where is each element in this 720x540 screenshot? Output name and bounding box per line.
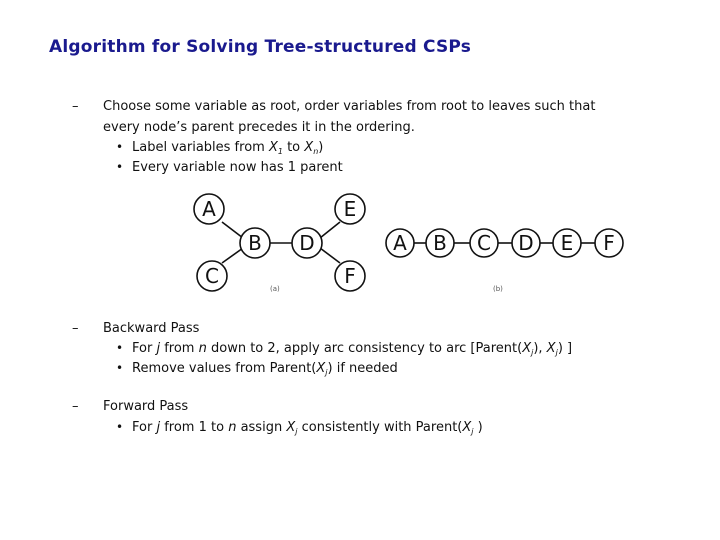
step2-b2-t2: ) if needed [327,361,398,376]
step2-b1-t1: For [132,341,157,356]
edge-a-b [222,222,243,238]
step2-b1-t4: ), [533,341,547,356]
step2-b1-j: j [156,341,161,356]
step1-text-line1: Choose some variable as root, order variables from root to leaves such that [103,99,596,114]
step1-bullet1-var2: X [304,140,314,155]
step3-b1-t2: from 1 to [160,420,229,435]
step2-b1-s2: j [555,348,558,357]
chain-node-a: A [393,231,407,255]
step1-bullet2-text: Every variable now has 1 parent [132,160,343,175]
step2-bullet2-text [132,360,398,378]
step1-bullet1-prefix: Label variables from [132,140,269,155]
step2-b1-t5: ) ] [557,341,573,356]
chain-node-c: C [477,231,491,255]
step1-text-line2: every node’s parent precedes it in the ordering. [103,120,415,135]
step2-b1-t3: down to 2, apply arc consistency to arc [Parent( [206,341,523,356]
step2-b1-n: n [198,341,207,356]
tree-node-c: C [205,264,219,288]
step1-dash: – [72,99,79,114]
edge-d-f [320,248,340,263]
step1-bullet1-suffix: ) [318,140,324,155]
step2-b1-t2: from [160,341,199,356]
step3-b1-s2: j [471,427,474,436]
tree-node-b: B [248,231,262,255]
chain-node-b: B [433,231,447,255]
caption-b: (b) [493,285,503,293]
step1-bullet1-sub1: 1 [277,147,283,156]
step3-bullet1-mark: • [116,420,124,434]
step3-bullet1-text [132,419,483,437]
step2-b1-x2: X [546,341,556,356]
tree-node-e: E [343,197,357,221]
step3-b1-t5: ) [473,420,483,435]
slide-title: Algorithm for Solving Tree-structured CSPs [49,37,472,57]
step3-b1-j: j [156,420,161,435]
step2-b2-x1: X [316,361,326,376]
step2-b1-x1: X [522,341,532,356]
chain-node-d: D [518,231,534,255]
step1-bullet1-mid: to [282,140,305,155]
step2-bullet2-mark: • [116,361,124,375]
tree-node-d: D [299,231,315,255]
chain-graph [386,229,623,293]
step3-b1-x1: X [286,420,296,435]
step2-dash: – [72,321,79,336]
tree-graph [194,194,365,293]
step1-bullet1-mark: • [116,140,124,154]
caption-a: (a) [270,285,280,293]
step1-bullet1-var1: X [268,140,278,155]
step3-b1-n: n [228,420,237,435]
step3-b1-t4: consistently with Parent( [297,420,463,435]
chain-node-f: F [603,231,615,255]
tree-node-a: A [202,197,216,221]
step2-b1-s1: j [531,348,534,357]
step3-heading: Forward Pass [103,399,189,414]
step2-b2-s1: j [325,368,328,377]
step2-b2-t1: Remove values from Parent( [132,361,317,376]
step3-dash: – [72,399,79,414]
step3-b1-x2: X [462,420,472,435]
step2-heading: Backward Pass [103,321,200,336]
edge-d-e [320,222,340,238]
edge-c-b [222,248,243,263]
step3-b1-s1: j [295,427,298,436]
step2-bullet1-mark: • [116,341,124,355]
tree-node-f: F [344,264,356,288]
step1-bullet2-mark: • [116,160,124,174]
chain-node-e: E [560,231,574,255]
step1-bullet1-sub2: n [313,147,319,156]
step3-b1-t1: For [132,420,157,435]
step3-b1-t3: assign [236,420,287,435]
step2-bullet1-text [132,340,572,358]
